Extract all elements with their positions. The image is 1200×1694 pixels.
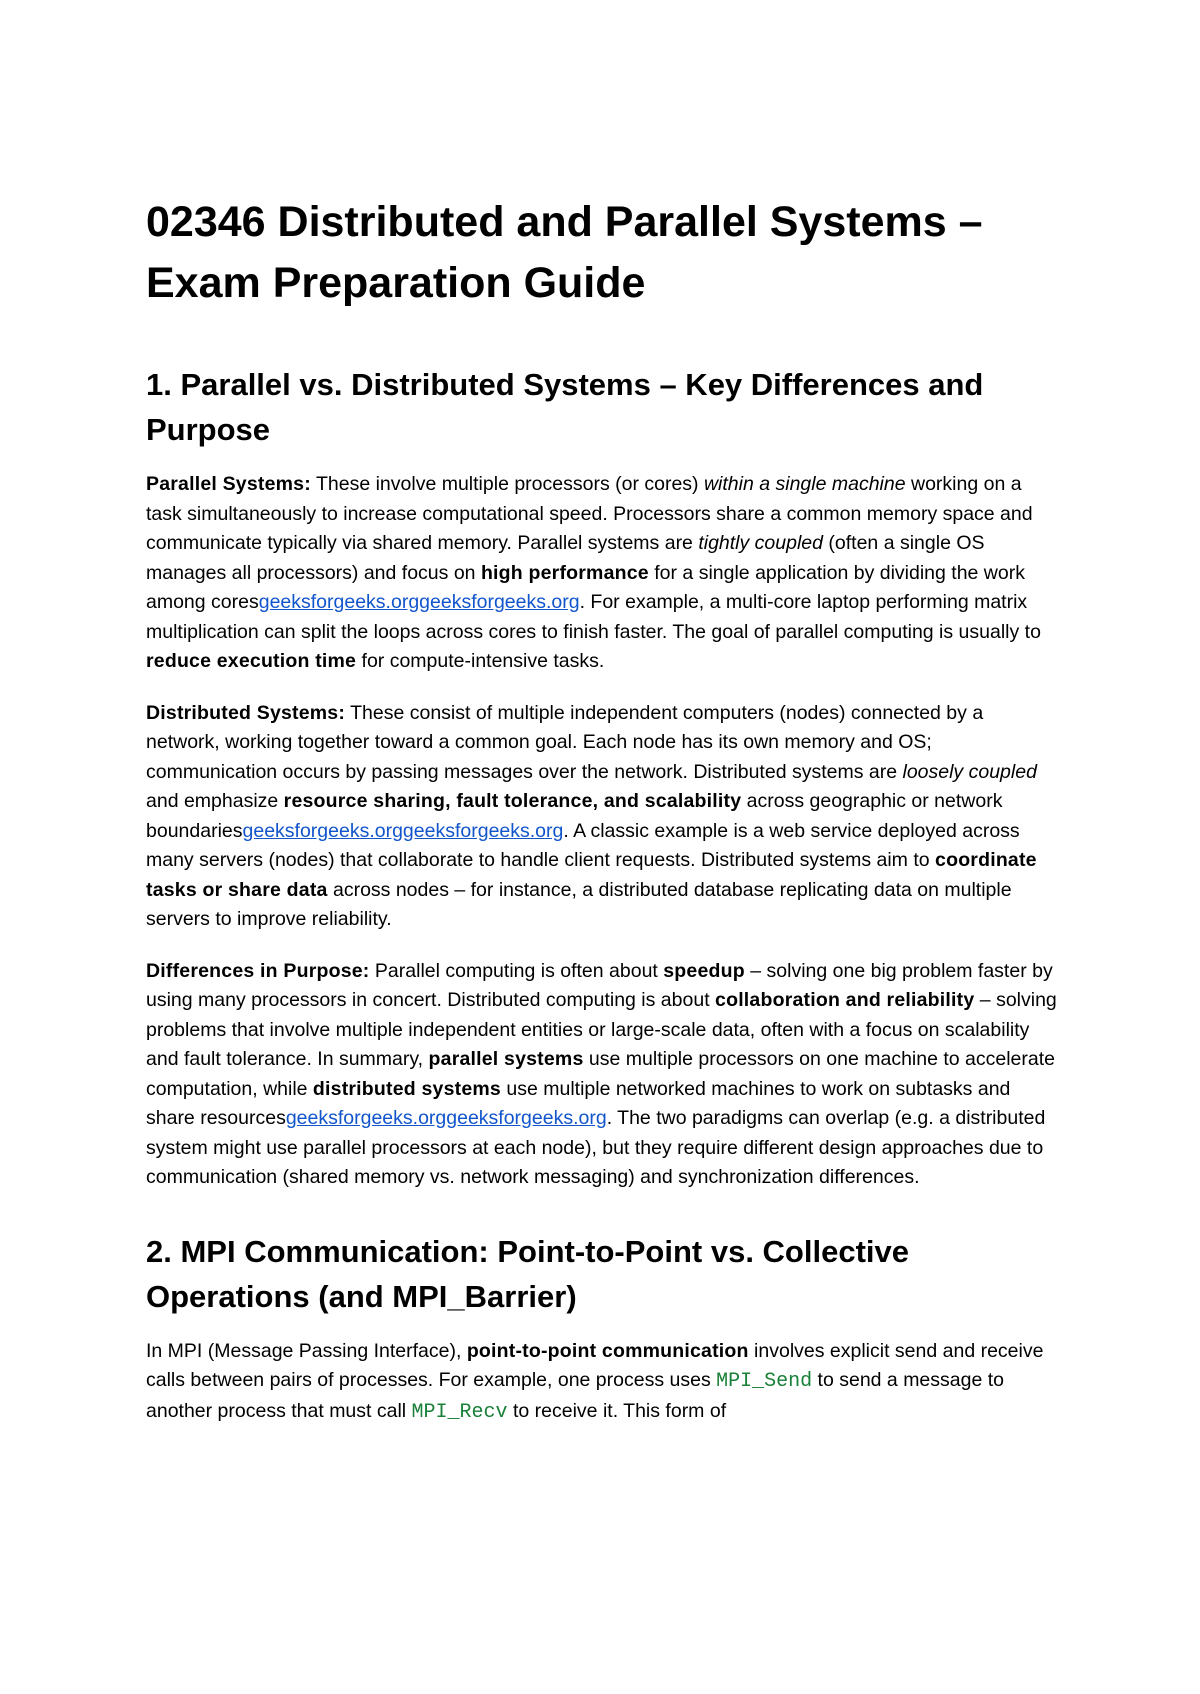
emphasis: within a single machine (703, 473, 906, 495)
text: to send a message to another process that must call (146, 1369, 1004, 1422)
text: to receive it. This form of (507, 1399, 727, 1422)
text: . For example, a multi-core laptop performing matrix multiplication can split the loops across cores to finish faster. The goal of parallel computing is usually to (146, 591, 1041, 643)
text: These consist of multiple independent computers (nodes) connected by a network, working together toward a common goal. Each node has its own memory and OS; communication occurs by passing messages over the network. Distributed systems are (146, 701, 984, 783)
source-link[interactable]: geeksforgeeks.orggeeksforgeeks.org (258, 591, 580, 613)
text: for compute-intensive tasks. (356, 650, 605, 672)
text: (often a single OS manages all processors) and focus on (146, 532, 985, 584)
strong-text: speedup (663, 959, 745, 982)
strong-text: coordinate tasks or share data (146, 849, 1037, 901)
text: for a single application by dividing the work among cores (146, 561, 1025, 613)
strong-text: resource sharing, fault tolerance, and scalability (283, 790, 742, 812)
document-title: 02346 Distributed and Parallel Systems – Exam Preparation Guide (146, 198, 983, 307)
text: These involve multiple processors (or cores) (310, 473, 704, 495)
distributed-systems-label: Distributed Systems: (146, 701, 346, 724)
text: . A classic example is a web service deployed across many servers (nodes) that collaborate to handle client requests. Distributed systems aim to (146, 819, 1020, 871)
text: Parallel computing is often about (369, 959, 664, 982)
text: working on a task simultaneously to increase computational speed. Processors share a common memory space and communicate typically via shared memory. Parallel systems are (146, 473, 1033, 554)
text: – solving one big problem faster by using many processors in concert. Distributed computing is about (146, 959, 1053, 1011)
code-mpi-send: MPI_Send (716, 1370, 813, 1393)
strong-text: high performance (480, 561, 649, 584)
emphasis: tightly coupled (698, 532, 823, 554)
text: In MPI (Message Passing Interface), (146, 1339, 467, 1362)
paragraph-parallel-systems (146, 470, 1060, 677)
paragraph-mpi-intro (146, 1337, 1060, 1428)
text: . The two paradigms can overlap (e.g. a distributed system might use parallel processors at each node), but they require different design approaches due to communication (shared memory vs. network messaging) and synchronization differences. (146, 1107, 1046, 1188)
strong-text: distributed systems (312, 1077, 501, 1100)
strong-text: point-to-point communication (466, 1339, 749, 1362)
text: across nodes – for instance, a distributed database replicating data on multiple servers to improve reliability. (146, 878, 1012, 930)
text: and emphasize (146, 790, 284, 812)
strong-text: collaboration and reliability (715, 989, 975, 1011)
emphasis: loosely coupled (902, 760, 1037, 783)
paragraph-distributed-systems (146, 699, 1060, 935)
section-1-heading: 1. Parallel vs. Distributed Systems – Key Differences and Purpose (146, 367, 984, 447)
code-mpi-recv: MPI_Recv (411, 1400, 508, 1424)
text: – solving problems that involve multiple independent entities or large-scale data, often with a focus on scalability and fault tolerance. In summary, (146, 989, 1057, 1070)
source-link[interactable]: geeksforgeeks.orggeeksforgeeks.org (285, 1107, 607, 1129)
source-link[interactable]: geeksforgeeks.orggeeksforgeeks.org (242, 819, 564, 842)
text: use multiple processors on one machine to accelerate computation, while (146, 1048, 1056, 1100)
differences-label: Differences in Purpose: (146, 959, 370, 982)
section-2-heading: 2. MPI Communication: Point-to-Point vs. Collective Operations (and MPI_Barrier) (146, 1233, 909, 1314)
parallel-systems-label: Parallel Systems: (146, 473, 311, 495)
text: across geographic or network boundaries (146, 790, 1003, 842)
strong-text: reduce execution time (146, 650, 357, 672)
text: involves explicit send and receive calls between pairs of processes. For example, one process uses (146, 1339, 1044, 1391)
paragraph-differences-in-purpose (146, 957, 1060, 1193)
strong-text: parallel systems (428, 1048, 584, 1070)
text: use multiple networked machines to work on subtasks and share resources (146, 1077, 1011, 1129)
